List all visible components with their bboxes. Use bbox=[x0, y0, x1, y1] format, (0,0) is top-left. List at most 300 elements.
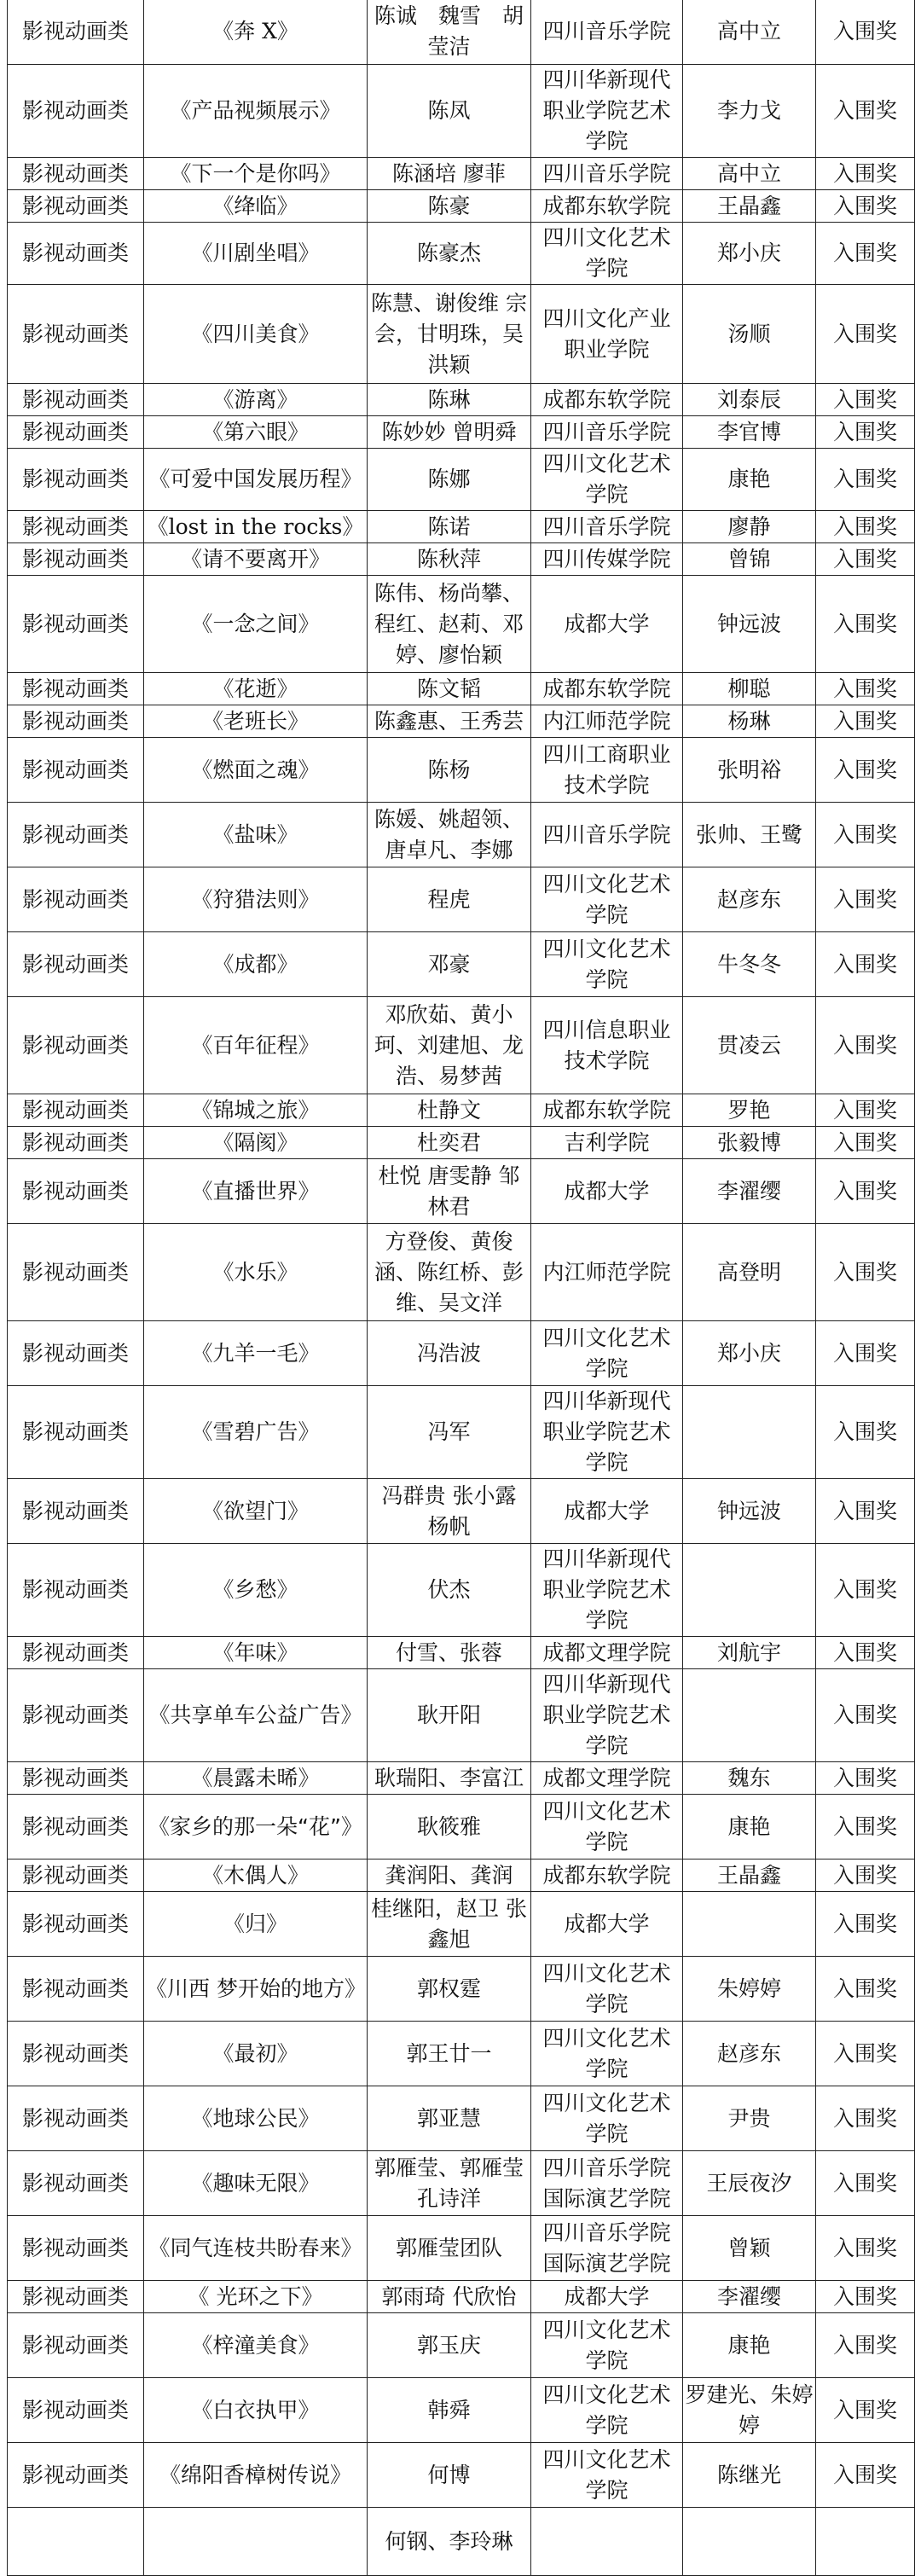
school-cell: 成都大学 bbox=[531, 576, 683, 673]
table-row bbox=[8, 1321, 915, 1386]
category-cell: 影视动画类 bbox=[8, 997, 144, 1094]
advisor-cell: 朱婷婷 bbox=[683, 1957, 816, 2022]
school-cell: 四川音乐学院国际演艺学院 bbox=[531, 2151, 683, 2216]
category-cell: 影视动画类 bbox=[8, 223, 144, 285]
school-cell: 四川工商职业技术学院 bbox=[531, 738, 683, 803]
award-cell: 入围奖 bbox=[816, 1386, 915, 1479]
category-cell: 影视动画类 bbox=[8, 2216, 144, 2281]
title-cell: 《四川美食》 bbox=[144, 285, 368, 384]
title-cell: 《同气连枝共盼春来》 bbox=[144, 2216, 368, 2281]
school-cell: 成都大学 bbox=[531, 2281, 683, 2313]
title-cell: 《共享单车公益广告》 bbox=[144, 1669, 368, 1762]
table-row bbox=[8, 997, 915, 1094]
authors-cell: 陈慧、谢俊维 宗会，甘明珠，吴洪颖 bbox=[368, 285, 531, 384]
advisor-cell: 尹贵 bbox=[683, 2086, 816, 2151]
authors-cell: 郭雁莹、郭雁莹孔诗洋 bbox=[368, 2151, 531, 2216]
title-cell: 《一念之间》 bbox=[144, 576, 368, 673]
table-row bbox=[8, 190, 915, 223]
school-cell: 四川文化艺术学院 bbox=[531, 1957, 683, 2022]
school-cell: 成都东软学院 bbox=[531, 190, 683, 223]
category-cell: 影视动画类 bbox=[8, 1386, 144, 1479]
title-cell bbox=[144, 2508, 368, 2576]
category-cell: 影视动画类 bbox=[8, 2281, 144, 2313]
title-cell: 《地球公民》 bbox=[144, 2086, 368, 2151]
table-row bbox=[8, 673, 915, 705]
authors-cell: 郭亚慧 bbox=[368, 2086, 531, 2151]
authors-cell: 付雪、张蓉 bbox=[368, 1637, 531, 1669]
authors-cell: 耿开阳 bbox=[368, 1669, 531, 1762]
table-row bbox=[8, 65, 915, 158]
award-cell: 入围奖 bbox=[816, 867, 915, 932]
table-row bbox=[8, 1094, 915, 1127]
category-cell: 影视动画类 bbox=[8, 1224, 144, 1321]
school-cell: 四川文化艺术学院 bbox=[531, 449, 683, 511]
award-cell: 入围奖 bbox=[816, 65, 915, 158]
title-cell: 《年味》 bbox=[144, 1637, 368, 1669]
table-row bbox=[8, 932, 915, 997]
school-cell: 四川文化艺术学院 bbox=[531, 2313, 683, 2378]
award-cell: 入围奖 bbox=[816, 673, 915, 705]
school-cell: 四川华新现代职业学院艺术学院 bbox=[531, 1669, 683, 1762]
table-row bbox=[8, 384, 915, 416]
school-cell: 四川音乐学院 bbox=[531, 803, 683, 867]
advisor-cell: 康艳 bbox=[683, 449, 816, 511]
category-cell: 影视动画类 bbox=[8, 65, 144, 158]
advisor-cell: 康艳 bbox=[683, 2313, 816, 2378]
title-cell: 《 光环之下》 bbox=[144, 2281, 368, 2313]
school-cell: 四川文化艺术学院 bbox=[531, 223, 683, 285]
award-cell: 入围奖 bbox=[816, 190, 915, 223]
award-cell: 入围奖 bbox=[816, 1957, 915, 2022]
category-cell: 影视动画类 bbox=[8, 449, 144, 511]
table-row bbox=[8, 285, 915, 384]
advisor-cell: 王晶鑫 bbox=[683, 190, 816, 223]
table-row bbox=[8, 738, 915, 803]
advisor-cell bbox=[683, 1669, 816, 1762]
award-cell: 入围奖 bbox=[816, 738, 915, 803]
authors-cell: 杜静文 bbox=[368, 1094, 531, 1127]
school-cell: 四川文化产业职业学院 bbox=[531, 285, 683, 384]
table-row bbox=[8, 1762, 915, 1795]
title-cell: 《老班长》 bbox=[144, 705, 368, 738]
authors-cell: 郭王廿一 bbox=[368, 2022, 531, 2086]
table-row bbox=[8, 1159, 915, 1224]
authors-cell: 陈涵培 廖菲 bbox=[368, 158, 531, 190]
school-cell: 成都大学 bbox=[531, 1479, 683, 1544]
advisor-cell: 曾颖 bbox=[683, 2216, 816, 2281]
table-row bbox=[8, 2151, 915, 2216]
authors-cell: 何钢、李玲琳 bbox=[368, 2508, 531, 2576]
title-cell: 《第六眼》 bbox=[144, 416, 368, 449]
authors-cell: 陈豪杰 bbox=[368, 223, 531, 285]
authors-cell: 冯浩波 bbox=[368, 1321, 531, 1386]
category-cell: 影视动画类 bbox=[8, 2313, 144, 2378]
category-cell: 影视动画类 bbox=[8, 1637, 144, 1669]
school-cell: 四川音乐学院国际演艺学院 bbox=[531, 2216, 683, 2281]
school-cell: 四川信息职业技术学院 bbox=[531, 997, 683, 1094]
title-cell: 《下一个是你吗》 bbox=[144, 158, 368, 190]
authors-cell: 龚润阳、龚润 bbox=[368, 1859, 531, 1892]
title-cell: 《绵阳香樟树传说》 bbox=[144, 2443, 368, 2508]
award-cell: 入围奖 bbox=[816, 511, 915, 543]
authors-cell: 陈凤 bbox=[368, 65, 531, 158]
school-cell: 四川传媒学院 bbox=[531, 543, 683, 576]
school-cell: 成都东软学院 bbox=[531, 1094, 683, 1127]
category-cell: 影视动画类 bbox=[8, 1669, 144, 1762]
award-cell: 入围奖 bbox=[816, 1321, 915, 1386]
category-cell: 影视动画类 bbox=[8, 2378, 144, 2443]
authors-cell: 陈文韬 bbox=[368, 673, 531, 705]
authors-cell: 桂继阳，赵卫 张鑫旭 bbox=[368, 1892, 531, 1957]
advisor-cell: 张毅博 bbox=[683, 1127, 816, 1159]
award-cell: 入围奖 bbox=[816, 1762, 915, 1795]
school-cell: 四川文化艺术学院 bbox=[531, 932, 683, 997]
advisor-cell: 高登明 bbox=[683, 1224, 816, 1321]
title-cell: 《趣味无限》 bbox=[144, 2151, 368, 2216]
school-cell bbox=[531, 2508, 683, 2576]
authors-cell: 陈豪 bbox=[368, 190, 531, 223]
advisor-cell: 牛冬冬 bbox=[683, 932, 816, 997]
authors-cell: 陈娜 bbox=[368, 449, 531, 511]
advisor-cell: 郑小庆 bbox=[683, 1321, 816, 1386]
advisor-cell: 魏东 bbox=[683, 1762, 816, 1795]
table-row bbox=[8, 1386, 915, 1479]
award-cell: 入围奖 bbox=[816, 1859, 915, 1892]
advisor-cell: 曾锦 bbox=[683, 543, 816, 576]
table-row bbox=[8, 1479, 915, 1544]
title-cell: 《归》 bbox=[144, 1892, 368, 1957]
authors-cell: 何博 bbox=[368, 2443, 531, 2508]
authors-cell: 冯群贵 张小露 杨帆 bbox=[368, 1479, 531, 1544]
title-cell: 《lost in the rocks》 bbox=[144, 511, 368, 543]
award-cell: 入围奖 bbox=[816, 2378, 915, 2443]
authors-cell: 郭玉庆 bbox=[368, 2313, 531, 2378]
award-cell: 入围奖 bbox=[816, 285, 915, 384]
awards-table-body bbox=[8, 0, 915, 2576]
category-cell bbox=[8, 2508, 144, 2576]
authors-cell: 陈鑫惠、王秀芸 bbox=[368, 705, 531, 738]
title-cell: 《花逝》 bbox=[144, 673, 368, 705]
advisor-cell: 李濯缨 bbox=[683, 1159, 816, 1224]
advisor-cell: 汤顺 bbox=[683, 285, 816, 384]
authors-cell: 陈诺 bbox=[368, 511, 531, 543]
title-cell: 《隔阂》 bbox=[144, 1127, 368, 1159]
category-cell: 影视动画类 bbox=[8, 1094, 144, 1127]
title-cell: 《狩猎法则》 bbox=[144, 867, 368, 932]
table-row bbox=[8, 1127, 915, 1159]
authors-cell: 伏杰 bbox=[368, 1544, 531, 1637]
advisor-cell: 贯凌云 bbox=[683, 997, 816, 1094]
award-cell: 入围奖 bbox=[816, 2216, 915, 2281]
award-cell: 入围奖 bbox=[816, 416, 915, 449]
award-cell: 入围奖 bbox=[816, 1544, 915, 1637]
award-cell: 入围奖 bbox=[816, 543, 915, 576]
school-cell: 四川音乐学院 bbox=[531, 511, 683, 543]
advisor-cell: 钟远波 bbox=[683, 576, 816, 673]
award-cell: 入围奖 bbox=[816, 223, 915, 285]
title-cell: 《百年征程》 bbox=[144, 997, 368, 1094]
school-cell: 四川华新现代职业学院艺术学院 bbox=[531, 1386, 683, 1479]
table-row bbox=[8, 2378, 915, 2443]
title-cell: 《晨露未晞》 bbox=[144, 1762, 368, 1795]
awards-table bbox=[7, 0, 915, 2576]
category-cell: 影视动画类 bbox=[8, 1859, 144, 1892]
school-cell: 四川文化艺术学院 bbox=[531, 2443, 683, 2508]
table-row bbox=[8, 1224, 915, 1321]
table-row bbox=[8, 2313, 915, 2378]
category-cell: 影视动画类 bbox=[8, 1795, 144, 1859]
authors-cell: 陈伟、杨尚攀、程红、赵莉、邓婷、廖怡颖 bbox=[368, 576, 531, 673]
advisor-cell: 刘泰辰 bbox=[683, 384, 816, 416]
award-cell: 入围奖 bbox=[816, 1892, 915, 1957]
title-cell: 《请不要离开》 bbox=[144, 543, 368, 576]
table-row bbox=[8, 1892, 915, 1957]
category-cell: 影视动画类 bbox=[8, 1892, 144, 1957]
authors-cell: 邓豪 bbox=[368, 932, 531, 997]
table-row bbox=[8, 158, 915, 190]
school-cell: 四川音乐学院 bbox=[531, 416, 683, 449]
authors-cell: 陈秋萍 bbox=[368, 543, 531, 576]
table-row bbox=[8, 1544, 915, 1637]
school-cell: 四川文化艺术学院 bbox=[531, 867, 683, 932]
authors-cell: 耿筱雅 bbox=[368, 1795, 531, 1859]
award-cell: 入围奖 bbox=[816, 2281, 915, 2313]
advisor-cell: 柳聪 bbox=[683, 673, 816, 705]
advisor-cell: 杨琳 bbox=[683, 705, 816, 738]
award-cell: 入围奖 bbox=[816, 1479, 915, 1544]
school-cell: 四川音乐学院 bbox=[531, 0, 683, 65]
advisor-cell: 李濯缨 bbox=[683, 2281, 816, 2313]
table-row bbox=[8, 416, 915, 449]
category-cell: 影视动画类 bbox=[8, 2151, 144, 2216]
school-cell: 成都东软学院 bbox=[531, 384, 683, 416]
table-row bbox=[8, 2022, 915, 2086]
award-cell: 入围奖 bbox=[816, 2022, 915, 2086]
authors-cell: 杜奕君 bbox=[368, 1127, 531, 1159]
title-cell: 《水乐》 bbox=[144, 1224, 368, 1321]
category-cell: 影视动画类 bbox=[8, 384, 144, 416]
table-row bbox=[8, 543, 915, 576]
authors-cell: 陈妙妙 曾明舜 bbox=[368, 416, 531, 449]
title-cell: 《游离》 bbox=[144, 384, 368, 416]
award-cell: 入围奖 bbox=[816, 2443, 915, 2508]
school-cell: 成都文理学院 bbox=[531, 1762, 683, 1795]
category-cell: 影视动画类 bbox=[8, 1159, 144, 1224]
award-cell: 入围奖 bbox=[816, 2086, 915, 2151]
table-row bbox=[8, 2508, 915, 2576]
authors-cell: 陈媛、姚超领、唐卓凡、李娜 bbox=[368, 803, 531, 867]
title-cell: 《欲望门》 bbox=[144, 1479, 368, 1544]
category-cell: 影视动画类 bbox=[8, 1957, 144, 2022]
school-cell: 成都大学 bbox=[531, 1159, 683, 1224]
title-cell: 《成都》 bbox=[144, 932, 368, 997]
table-row bbox=[8, 2086, 915, 2151]
award-cell: 入围奖 bbox=[816, 1094, 915, 1127]
advisor-cell: 张明裕 bbox=[683, 738, 816, 803]
school-cell: 四川文化艺术学院 bbox=[531, 2022, 683, 2086]
award-cell: 入围奖 bbox=[816, 1795, 915, 1859]
award-cell: 入围奖 bbox=[816, 0, 915, 65]
school-cell: 成都东软学院 bbox=[531, 673, 683, 705]
school-cell: 成都大学 bbox=[531, 1892, 683, 1957]
advisor-cell: 高中立 bbox=[683, 158, 816, 190]
school-cell: 四川文化艺术学院 bbox=[531, 1795, 683, 1859]
advisor-cell: 罗建光、朱婷婷 bbox=[683, 2378, 816, 2443]
category-cell: 影视动画类 bbox=[8, 867, 144, 932]
table-row bbox=[8, 803, 915, 867]
advisor-cell: 王晶鑫 bbox=[683, 1859, 816, 1892]
advisor-cell: 赵彦东 bbox=[683, 867, 816, 932]
authors-cell: 杜悦 唐雯静 邹林君 bbox=[368, 1159, 531, 1224]
advisor-cell: 高中立 bbox=[683, 0, 816, 65]
advisor-cell: 李官博 bbox=[683, 416, 816, 449]
advisor-cell: 罗艳 bbox=[683, 1094, 816, 1127]
category-cell: 影视动画类 bbox=[8, 2443, 144, 2508]
table-row bbox=[8, 1859, 915, 1892]
title-cell: 《白衣执甲》 bbox=[144, 2378, 368, 2443]
table-row bbox=[8, 705, 915, 738]
award-cell: 入围奖 bbox=[816, 1669, 915, 1762]
category-cell: 影视动画类 bbox=[8, 1762, 144, 1795]
advisor-cell bbox=[683, 2508, 816, 2576]
school-cell: 四川文化艺术学院 bbox=[531, 1321, 683, 1386]
title-cell: 《梓潼美食》 bbox=[144, 2313, 368, 2378]
title-cell: 《奔 X》 bbox=[144, 0, 368, 65]
award-cell: 入围奖 bbox=[816, 932, 915, 997]
advisor-cell: 康艳 bbox=[683, 1795, 816, 1859]
category-cell: 影视动画类 bbox=[8, 1321, 144, 1386]
award-cell: 入围奖 bbox=[816, 997, 915, 1094]
category-cell: 影视动画类 bbox=[8, 738, 144, 803]
title-cell: 《可爱中国发展历程》 bbox=[144, 449, 368, 511]
title-cell: 《川剧坐唱》 bbox=[144, 223, 368, 285]
table-row bbox=[8, 576, 915, 673]
category-cell: 影视动画类 bbox=[8, 416, 144, 449]
award-cell bbox=[816, 2508, 915, 2576]
authors-cell: 邓欣茹、黄小珂、刘建旭、龙浩、易梦茜 bbox=[368, 997, 531, 1094]
title-cell: 《产品视频展示》 bbox=[144, 65, 368, 158]
category-cell: 影视动画类 bbox=[8, 705, 144, 738]
advisor-cell: 钟远波 bbox=[683, 1479, 816, 1544]
advisor-cell: 郑小庆 bbox=[683, 223, 816, 285]
title-cell: 《木偶人》 bbox=[144, 1859, 368, 1892]
category-cell: 影视动画类 bbox=[8, 285, 144, 384]
school-cell: 四川文化艺术学院 bbox=[531, 2086, 683, 2151]
table-row bbox=[8, 1669, 915, 1762]
award-cell: 入围奖 bbox=[816, 1224, 915, 1321]
advisor-cell: 陈继光 bbox=[683, 2443, 816, 2508]
advisor-cell bbox=[683, 1892, 816, 1957]
school-cell: 内江师范学院 bbox=[531, 705, 683, 738]
award-cell: 入围奖 bbox=[816, 2313, 915, 2378]
title-cell: 《最初》 bbox=[144, 2022, 368, 2086]
category-cell: 影视动画类 bbox=[8, 2022, 144, 2086]
advisor-cell: 廖静 bbox=[683, 511, 816, 543]
school-cell: 成都东软学院 bbox=[531, 1859, 683, 1892]
award-cell: 入围奖 bbox=[816, 1127, 915, 1159]
authors-cell: 冯军 bbox=[368, 1386, 531, 1479]
title-cell: 《家乡的那一朵“花”》 bbox=[144, 1795, 368, 1859]
award-cell: 入围奖 bbox=[816, 449, 915, 511]
category-cell: 影视动画类 bbox=[8, 803, 144, 867]
award-cell: 入围奖 bbox=[816, 1159, 915, 1224]
title-cell: 《九羊一毛》 bbox=[144, 1321, 368, 1386]
category-cell: 影视动画类 bbox=[8, 576, 144, 673]
table-row bbox=[8, 2443, 915, 2508]
award-cell: 入围奖 bbox=[816, 803, 915, 867]
advisor-cell: 赵彦东 bbox=[683, 2022, 816, 2086]
advisor-cell: 张帅、王鹭 bbox=[683, 803, 816, 867]
authors-cell: 陈琳 bbox=[368, 384, 531, 416]
authors-cell: 程虎 bbox=[368, 867, 531, 932]
advisor-cell: 李力戈 bbox=[683, 65, 816, 158]
title-cell: 《燃面之魂》 bbox=[144, 738, 368, 803]
school-cell: 成都文理学院 bbox=[531, 1637, 683, 1669]
category-cell: 影视动画类 bbox=[8, 543, 144, 576]
title-cell: 《直播世界》 bbox=[144, 1159, 368, 1224]
school-cell: 四川华新现代职业学院艺术学院 bbox=[531, 1544, 683, 1637]
authors-cell: 郭雨琦 代欣怡 bbox=[368, 2281, 531, 2313]
title-cell: 《锦城之旅》 bbox=[144, 1094, 368, 1127]
table-row bbox=[8, 0, 915, 65]
authors-cell: 方登俊、黄俊涵、陈红桥、彭维、吴文洋 bbox=[368, 1224, 531, 1321]
award-cell: 入围奖 bbox=[816, 705, 915, 738]
authors-cell: 陈杨 bbox=[368, 738, 531, 803]
authors-cell: 郭权霆 bbox=[368, 1957, 531, 2022]
advisor-cell: 刘航宇 bbox=[683, 1637, 816, 1669]
title-cell: 《川西 梦开始的地方》 bbox=[144, 1957, 368, 2022]
title-cell: 《盐味》 bbox=[144, 803, 368, 867]
award-cell: 入围奖 bbox=[816, 1637, 915, 1669]
table-row bbox=[8, 1795, 915, 1859]
table-row bbox=[8, 1957, 915, 2022]
category-cell: 影视动画类 bbox=[8, 1479, 144, 1544]
advisor-cell bbox=[683, 1544, 816, 1637]
category-cell: 影视动画类 bbox=[8, 1544, 144, 1637]
table-row bbox=[8, 867, 915, 932]
category-cell: 影视动画类 bbox=[8, 1127, 144, 1159]
advisor-cell bbox=[683, 1386, 816, 1479]
award-cell: 入围奖 bbox=[816, 384, 915, 416]
category-cell: 影视动画类 bbox=[8, 511, 144, 543]
title-cell: 《绛临》 bbox=[144, 190, 368, 223]
table-row bbox=[8, 2281, 915, 2313]
school-cell: 四川华新现代职业学院艺术学院 bbox=[531, 65, 683, 158]
advisor-cell: 王辰夜汐 bbox=[683, 2151, 816, 2216]
authors-cell: 耿瑞阳、李富江 bbox=[368, 1762, 531, 1795]
school-cell: 内江师范学院 bbox=[531, 1224, 683, 1321]
table-row bbox=[8, 223, 915, 285]
category-cell: 影视动画类 bbox=[8, 673, 144, 705]
category-cell: 影视动画类 bbox=[8, 190, 144, 223]
table-row bbox=[8, 2216, 915, 2281]
award-cell: 入围奖 bbox=[816, 2151, 915, 2216]
title-cell: 《雪碧广告》 bbox=[144, 1386, 368, 1479]
award-cell: 入围奖 bbox=[816, 158, 915, 190]
category-cell: 影视动画类 bbox=[8, 2086, 144, 2151]
title-cell: 《乡愁》 bbox=[144, 1544, 368, 1637]
award-cell: 入围奖 bbox=[816, 576, 915, 673]
category-cell: 影视动画类 bbox=[8, 932, 144, 997]
authors-cell: 陈诚 魏雪 胡莹洁 bbox=[368, 0, 531, 65]
school-cell: 四川音乐学院 bbox=[531, 158, 683, 190]
authors-cell: 郭雁莹团队 bbox=[368, 2216, 531, 2281]
authors-cell: 韩舜 bbox=[368, 2378, 531, 2443]
school-cell: 四川文化艺术学院 bbox=[531, 2378, 683, 2443]
table-row bbox=[8, 449, 915, 511]
category-cell: 影视动画类 bbox=[8, 158, 144, 190]
table-row bbox=[8, 511, 915, 543]
